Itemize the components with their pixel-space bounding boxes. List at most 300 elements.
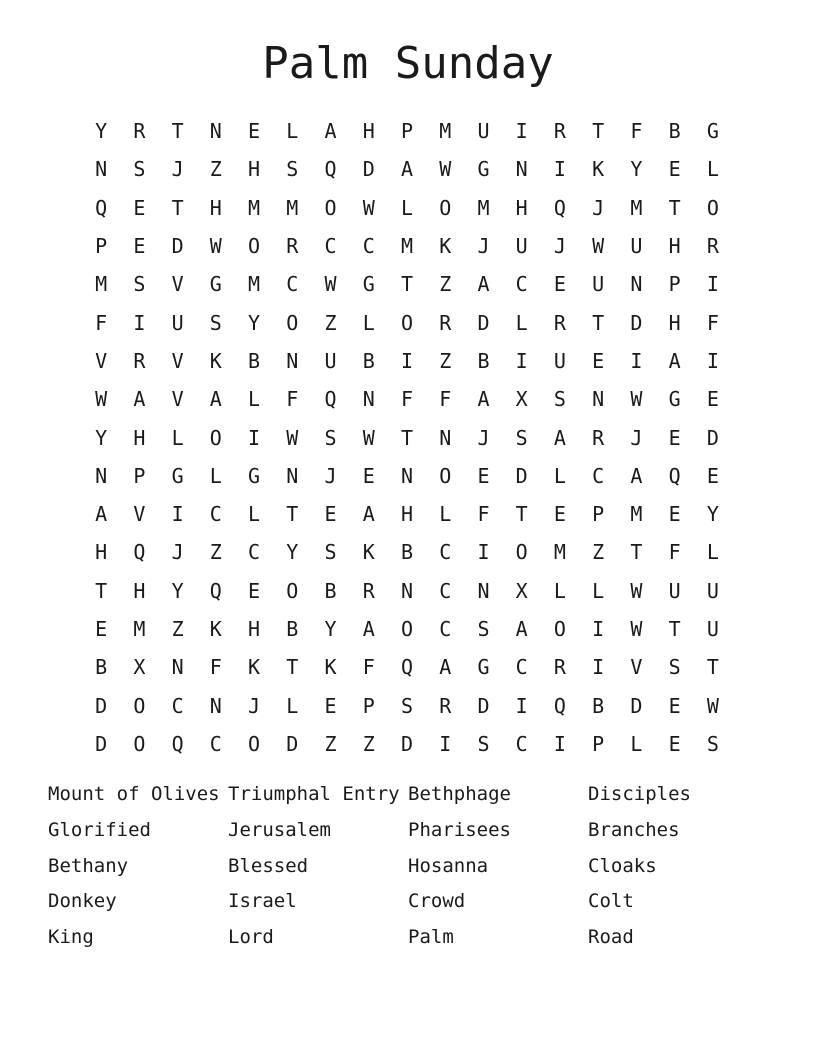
grid-letter: R bbox=[439, 310, 452, 335]
grid-row bbox=[82, 686, 732, 724]
grid-letter: W bbox=[439, 157, 452, 182]
grid-letter: S bbox=[133, 157, 146, 182]
grid-letter: Y bbox=[248, 310, 261, 335]
grid-letter: B bbox=[592, 693, 605, 718]
grid-row bbox=[82, 495, 732, 533]
grid-letter: U bbox=[477, 119, 490, 144]
grid-letter: F bbox=[209, 655, 222, 680]
grid-letter: M bbox=[286, 195, 299, 220]
grid-letter: Y bbox=[286, 540, 299, 565]
grid-letter: H bbox=[209, 195, 222, 220]
grid-letter: E bbox=[668, 157, 681, 182]
grid-letter: W bbox=[592, 234, 605, 259]
grid-letter: E bbox=[668, 731, 681, 756]
grid-letter: A bbox=[362, 502, 375, 527]
grid-letter: N bbox=[400, 578, 414, 603]
grid-row bbox=[82, 150, 732, 188]
grid-letter: R bbox=[706, 234, 719, 259]
grid-letter: S bbox=[324, 540, 337, 565]
grid-letter: S bbox=[553, 387, 566, 412]
grid-letter: I bbox=[515, 693, 528, 718]
grid-letter: Y bbox=[706, 502, 719, 527]
grid-letter: I bbox=[515, 119, 528, 144]
grid-letter: A bbox=[209, 387, 222, 412]
grid-letter: K bbox=[248, 655, 261, 680]
grid-letter: Y bbox=[171, 578, 184, 603]
grid-letter: U bbox=[553, 348, 566, 373]
letter-grid bbox=[82, 112, 732, 763]
grid-letter: R bbox=[553, 655, 566, 680]
grid-letter: I bbox=[248, 425, 261, 450]
grid-letter: T bbox=[400, 272, 414, 297]
grid-letter: C bbox=[439, 578, 452, 603]
grid-letter: A bbox=[477, 387, 490, 412]
grid-letter: D bbox=[706, 425, 719, 450]
grid-letter: Y bbox=[324, 617, 337, 641]
grid-letter: L bbox=[286, 693, 299, 718]
grid-letter: T bbox=[515, 502, 528, 527]
grid-letter: W bbox=[630, 617, 643, 641]
grid-letter: H bbox=[248, 157, 261, 182]
grid-letter: C bbox=[515, 655, 528, 680]
grid-letter: A bbox=[95, 502, 108, 527]
grid-row bbox=[82, 303, 732, 341]
grid-letter: M bbox=[630, 195, 643, 220]
grid-letter: S bbox=[286, 157, 299, 182]
grid-letter: C bbox=[592, 463, 605, 488]
grid-letter: N bbox=[209, 693, 222, 718]
grid-letter: Z bbox=[171, 617, 184, 641]
grid-letter: U bbox=[706, 578, 719, 603]
word-list-item: Road bbox=[588, 926, 634, 948]
grid-letter: Z bbox=[439, 272, 452, 297]
grid-row bbox=[82, 418, 732, 456]
grid-letter: Q bbox=[209, 578, 222, 603]
grid-letter: Q bbox=[553, 693, 566, 718]
grid-row bbox=[82, 572, 732, 610]
word-list-item: Triumphal Entry bbox=[228, 783, 400, 805]
grid-letter: E bbox=[477, 463, 490, 488]
grid-letter: E bbox=[553, 272, 566, 297]
grid-row bbox=[82, 342, 732, 380]
grid-letter: V bbox=[171, 348, 184, 373]
grid-letter: Q bbox=[400, 655, 414, 680]
grid-letter: E bbox=[706, 387, 719, 412]
grid-letter: Z bbox=[209, 540, 222, 565]
grid-letter: V bbox=[171, 387, 184, 412]
grid-letter: S bbox=[706, 731, 719, 756]
grid-letter: L bbox=[592, 578, 605, 603]
grid-letter: P bbox=[592, 731, 605, 756]
grid-letter: C bbox=[362, 234, 375, 259]
grid-letter: A bbox=[553, 425, 566, 450]
grid-letter: P bbox=[362, 693, 375, 718]
grid-letter: K bbox=[592, 157, 605, 182]
grid-letter: Z bbox=[362, 731, 375, 756]
grid-letter: E bbox=[248, 119, 261, 144]
word-list-item: Palm bbox=[408, 926, 454, 948]
grid-letter: R bbox=[286, 234, 299, 259]
grid-letter: X bbox=[515, 578, 528, 603]
grid-letter: O bbox=[286, 578, 299, 603]
grid-letter: N bbox=[95, 463, 108, 488]
grid-letter: E bbox=[324, 693, 337, 718]
grid-letter: G bbox=[668, 387, 681, 412]
grid-letter: O bbox=[515, 540, 528, 565]
grid-letter: D bbox=[515, 463, 528, 488]
grid-letter: R bbox=[553, 119, 566, 144]
grid-letter: E bbox=[248, 578, 261, 603]
word-list-item: Disciples bbox=[588, 783, 691, 805]
grid-letter: H bbox=[400, 502, 414, 527]
grid-letter: I bbox=[133, 310, 146, 335]
grid-letter: E bbox=[95, 617, 108, 641]
grid-letter: Z bbox=[324, 731, 337, 756]
grid-letter: A bbox=[477, 272, 490, 297]
grid-letter: S bbox=[324, 425, 337, 450]
grid-row bbox=[82, 189, 732, 227]
grid-letter: L bbox=[706, 157, 719, 182]
grid-letter: T bbox=[668, 195, 681, 220]
grid-letter: S bbox=[668, 655, 681, 680]
grid-letter: I bbox=[592, 655, 605, 680]
grid-letter: I bbox=[400, 348, 414, 373]
grid-row bbox=[82, 457, 732, 495]
grid-letter: V bbox=[171, 272, 184, 297]
grid-letter: T bbox=[95, 578, 108, 603]
grid-letter: N bbox=[95, 157, 108, 182]
grid-letter: F bbox=[477, 502, 490, 527]
grid-letter: N bbox=[362, 387, 375, 412]
grid-letter: W bbox=[706, 693, 719, 718]
grid-letter: B bbox=[477, 348, 490, 373]
grid-letter: L bbox=[248, 387, 261, 412]
grid-letter: S bbox=[515, 425, 528, 450]
grid-letter: L bbox=[248, 502, 261, 527]
grid-letter: W bbox=[95, 387, 108, 412]
grid-letter: K bbox=[209, 617, 222, 641]
grid-letter: M bbox=[477, 195, 490, 220]
grid-letter: C bbox=[209, 502, 222, 527]
grid-letter: K bbox=[324, 655, 337, 680]
grid-row bbox=[82, 380, 732, 418]
grid-letter: O bbox=[324, 195, 337, 220]
grid-letter: E bbox=[668, 502, 681, 527]
grid-letter: F bbox=[95, 310, 108, 335]
grid-letter: D bbox=[630, 310, 643, 335]
grid-letter: O bbox=[133, 731, 146, 756]
grid-letter: Z bbox=[324, 310, 337, 335]
grid-letter: N bbox=[630, 272, 643, 297]
grid-letter: A bbox=[439, 655, 452, 680]
grid-letter: J bbox=[248, 693, 261, 718]
grid-letter: Q bbox=[171, 731, 184, 756]
word-list-item: Crowd bbox=[408, 890, 466, 913]
grid-letter: Q bbox=[324, 387, 337, 412]
grid-letter: R bbox=[553, 310, 566, 335]
word-list-item: Glorified bbox=[48, 818, 151, 841]
grid-letter: O bbox=[133, 693, 146, 718]
grid-letter: C bbox=[248, 540, 261, 565]
grid-letter: B bbox=[324, 578, 337, 603]
grid-letter: P bbox=[95, 234, 108, 259]
grid-letter: T bbox=[706, 655, 719, 680]
grid-letter: Y bbox=[630, 157, 643, 182]
grid-letter: D bbox=[362, 157, 375, 182]
grid-letter: T bbox=[400, 425, 414, 450]
grid-letter: K bbox=[439, 234, 452, 259]
grid-letter: C bbox=[439, 540, 452, 565]
grid-letter: L bbox=[515, 310, 528, 335]
grid-letter: E bbox=[668, 425, 681, 450]
grid-letter: D bbox=[171, 234, 184, 259]
grid-letter: E bbox=[133, 234, 146, 259]
word-list-item: Bethany bbox=[48, 854, 129, 877]
grid-letter: J bbox=[630, 425, 643, 450]
grid-letter: W bbox=[324, 272, 337, 297]
grid-letter: B bbox=[286, 617, 299, 641]
grid-letter: N bbox=[209, 119, 222, 144]
grid-letter: E bbox=[668, 693, 681, 718]
grid-letter: V bbox=[95, 348, 108, 373]
word-list-item: Pharisees bbox=[408, 818, 511, 841]
grid-letter: E bbox=[553, 502, 566, 527]
grid-letter: P bbox=[133, 463, 146, 488]
grid-letter: L bbox=[553, 463, 566, 488]
grid-letter: E bbox=[362, 463, 375, 488]
grid-letter: J bbox=[171, 540, 184, 565]
grid-letter: D bbox=[477, 693, 490, 718]
word-list-item: Cloaks bbox=[588, 854, 657, 877]
grid-letter: R bbox=[592, 425, 605, 450]
word-list-item: Israel bbox=[228, 890, 297, 913]
grid-letter: C bbox=[515, 272, 528, 297]
grid-letter: F bbox=[439, 387, 452, 412]
grid-letter: U bbox=[515, 234, 528, 259]
grid-letter: M bbox=[630, 502, 643, 527]
word-list-item: Hosanna bbox=[408, 854, 489, 877]
grid-letter: W bbox=[630, 578, 643, 603]
grid-letter: M bbox=[400, 234, 414, 259]
grid-letter: I bbox=[515, 348, 528, 373]
grid-letter: I bbox=[630, 348, 643, 373]
grid-letter: Q bbox=[324, 157, 337, 182]
grid-letter: R bbox=[362, 578, 375, 603]
grid-letter: L bbox=[209, 463, 222, 488]
grid-letter: C bbox=[324, 234, 337, 259]
grid-letter: T bbox=[592, 310, 605, 335]
grid-letter: N bbox=[286, 463, 299, 488]
grid-letter: T bbox=[171, 119, 184, 144]
grid-letter: N bbox=[171, 655, 184, 680]
grid-letter: N bbox=[515, 157, 528, 182]
grid-letter: G bbox=[171, 463, 184, 488]
grid-letter: N bbox=[592, 387, 605, 412]
grid-letter: A bbox=[630, 463, 643, 488]
word-list-item: Lord bbox=[228, 926, 274, 948]
grid-letter: T bbox=[286, 502, 299, 527]
grid-letter: A bbox=[324, 119, 337, 144]
grid-letter: L bbox=[362, 310, 375, 335]
grid-letter: J bbox=[477, 234, 490, 259]
grid-letter: I bbox=[553, 157, 566, 182]
grid-letter: S bbox=[400, 693, 414, 718]
grid-letter: L bbox=[630, 731, 643, 756]
grid-letter: H bbox=[668, 310, 681, 335]
grid-letter: E bbox=[592, 348, 605, 373]
grid-letter: Q bbox=[95, 195, 108, 220]
grid-letter: U bbox=[668, 578, 681, 603]
grid-letter: U bbox=[706, 617, 719, 641]
grid-letter: O bbox=[553, 617, 566, 641]
grid-letter: I bbox=[439, 731, 452, 756]
grid-letter: U bbox=[171, 310, 184, 335]
grid-letter: T bbox=[171, 195, 184, 220]
grid-letter: I bbox=[553, 731, 566, 756]
grid-letter: R bbox=[133, 119, 146, 144]
grid-letter: A bbox=[515, 617, 528, 641]
grid-letter: W bbox=[630, 387, 643, 412]
grid-letter: F bbox=[668, 540, 681, 565]
grid-letter: S bbox=[209, 310, 222, 335]
grid-letter: H bbox=[362, 119, 375, 144]
grid-letter: W bbox=[362, 195, 375, 220]
word-list-item: Colt bbox=[588, 890, 634, 913]
grid-letter: E bbox=[706, 463, 719, 488]
grid-letter: H bbox=[668, 234, 681, 259]
grid-letter: P bbox=[400, 119, 414, 144]
grid-letter: F bbox=[362, 655, 375, 680]
grid-letter: K bbox=[209, 348, 222, 373]
grid-letter: D bbox=[630, 693, 643, 718]
grid-row bbox=[82, 725, 732, 763]
grid-letter: D bbox=[477, 310, 490, 335]
grid-letter: N bbox=[439, 425, 452, 450]
grid-letter: B bbox=[95, 655, 108, 680]
grid-letter: R bbox=[439, 693, 452, 718]
grid-letter: F bbox=[706, 310, 719, 335]
grid-letter: C bbox=[171, 693, 184, 718]
grid-letter: C bbox=[286, 272, 299, 297]
grid-letter: O bbox=[209, 425, 222, 450]
grid-letter: N bbox=[477, 578, 490, 603]
grid-letter: Q bbox=[668, 463, 681, 488]
grid-letter: O bbox=[248, 731, 261, 756]
grid-row bbox=[82, 533, 732, 571]
grid-letter: K bbox=[362, 540, 375, 565]
grid-letter: O bbox=[439, 463, 452, 488]
grid-letter: A bbox=[668, 348, 681, 373]
grid-letter: M bbox=[248, 195, 261, 220]
grid-letter: G bbox=[248, 463, 261, 488]
grid-letter: F bbox=[286, 387, 299, 412]
grid-letter: X bbox=[515, 387, 528, 412]
grid-letter: M bbox=[133, 617, 146, 641]
grid-letter: M bbox=[95, 272, 108, 297]
grid-letter: H bbox=[515, 195, 528, 220]
grid-letter: I bbox=[477, 540, 490, 565]
grid-letter: T bbox=[630, 540, 643, 565]
grid-letter: P bbox=[668, 272, 681, 297]
grid-row bbox=[82, 265, 732, 303]
grid-letter: D bbox=[95, 731, 108, 756]
grid-letter: C bbox=[439, 617, 452, 641]
grid-letter: O bbox=[400, 617, 414, 641]
grid-letter: Z bbox=[209, 157, 222, 182]
grid-letter: V bbox=[133, 502, 146, 527]
grid-letter: D bbox=[400, 731, 414, 756]
grid-letter: J bbox=[592, 195, 605, 220]
grid-letter: C bbox=[209, 731, 222, 756]
grid-letter: J bbox=[324, 463, 337, 488]
grid-letter: N bbox=[400, 463, 414, 488]
grid-letter: P bbox=[592, 502, 605, 527]
word-list-item: Branches bbox=[588, 818, 680, 841]
grid-letter: N bbox=[286, 348, 299, 373]
grid-letter: B bbox=[362, 348, 375, 373]
grid-letter: U bbox=[592, 272, 605, 297]
grid-letter: E bbox=[133, 195, 146, 220]
grid-letter: V bbox=[630, 655, 643, 680]
grid-letter: O bbox=[400, 310, 414, 335]
grid-letter: C bbox=[515, 731, 528, 756]
grid-row bbox=[82, 610, 732, 648]
word-list-item: Bethphage bbox=[408, 783, 511, 805]
grid-letter: Y bbox=[95, 119, 108, 144]
grid-letter: F bbox=[400, 387, 414, 412]
grid-letter: Q bbox=[133, 540, 146, 565]
grid-letter: S bbox=[477, 731, 490, 756]
grid-letter: S bbox=[477, 617, 490, 641]
grid-letter: G bbox=[362, 272, 375, 297]
grid-letter: A bbox=[400, 157, 414, 182]
grid-letter: G bbox=[477, 655, 490, 680]
grid-letter: O bbox=[286, 310, 299, 335]
grid-letter: Y bbox=[95, 425, 108, 450]
grid-letter: I bbox=[706, 272, 719, 297]
grid-letter: Q bbox=[553, 195, 566, 220]
grid-letter: W bbox=[362, 425, 375, 450]
grid-letter: Z bbox=[439, 348, 452, 373]
grid-letter: I bbox=[171, 502, 184, 527]
grid-letter: J bbox=[553, 234, 566, 259]
grid-letter: L bbox=[171, 425, 184, 450]
grid-letter: L bbox=[286, 119, 299, 144]
grid-letter: X bbox=[133, 655, 146, 680]
grid-row bbox=[82, 227, 732, 265]
word-list-item: King bbox=[48, 926, 94, 948]
grid-letter: T bbox=[592, 119, 605, 144]
grid-letter: M bbox=[553, 540, 566, 565]
word-list bbox=[48, 778, 768, 957]
grid-letter: G bbox=[706, 119, 719, 144]
grid-row bbox=[82, 112, 732, 150]
grid-letter: G bbox=[209, 272, 222, 297]
grid-letter: I bbox=[706, 348, 719, 373]
grid-letter: S bbox=[133, 272, 146, 297]
grid-letter: T bbox=[286, 655, 299, 680]
grid-letter: A bbox=[133, 387, 146, 412]
grid-letter: W bbox=[209, 234, 222, 259]
grid-letter: O bbox=[439, 195, 452, 220]
grid-letter: A bbox=[362, 617, 375, 641]
grid-letter: I bbox=[592, 617, 605, 641]
grid-letter: U bbox=[324, 348, 337, 373]
grid-letter: H bbox=[95, 540, 108, 565]
grid-letter: L bbox=[706, 540, 719, 565]
page-title: Palm Sunday bbox=[262, 38, 554, 89]
grid-letter: D bbox=[95, 693, 108, 718]
